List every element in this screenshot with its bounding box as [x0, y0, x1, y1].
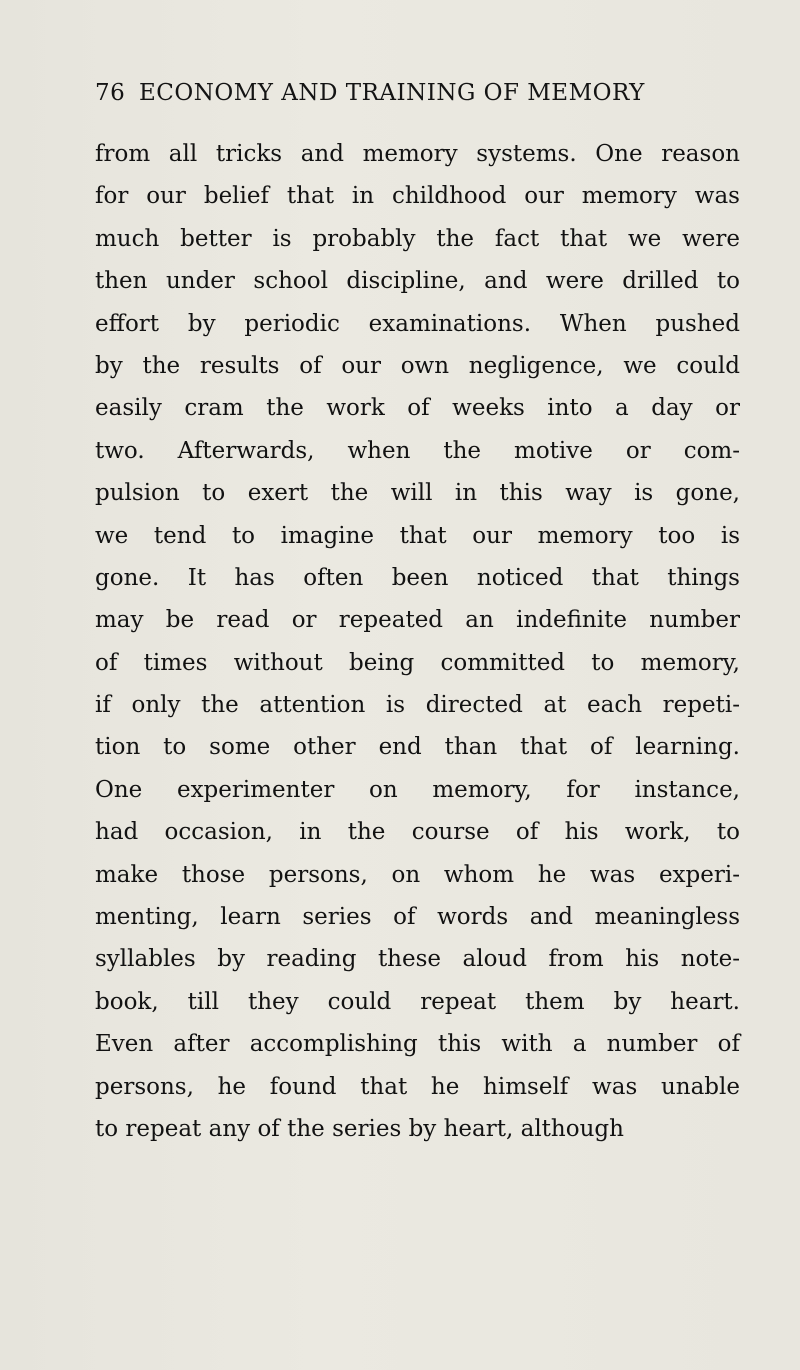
text-line: to repeat any of the series by heart, although [95, 1115, 624, 1142]
text-line: menting, learn series of words and meaningless [95, 904, 740, 931]
text-line: for our belief that in childhood our memory was [95, 183, 740, 210]
text-line: pulsion to exert the will in this way is gone, [95, 480, 740, 507]
text-line: gone. It has often been noticed that things [95, 564, 740, 591]
body-text [95, 133, 740, 1150]
text-line: much better is probably the fact that we were [95, 225, 740, 252]
running-head-title: ECONOMY AND TRAINING OF MEMORY [139, 80, 645, 106]
text-line: tion to some other end than that of learning. [95, 734, 740, 761]
text-line: syllables by reading these aloud from his note- [95, 946, 740, 973]
text-line: then under school discipline, and were drilled to [95, 268, 740, 295]
text-line: book, till they could repeat them by heart. [95, 988, 740, 1015]
text-line: two. Afterwards, when the motive or com- [95, 437, 740, 464]
text-line: One experimenter on memory, for instance, [95, 776, 740, 803]
text-line: easily cram the work of weeks into a day or [95, 395, 740, 422]
text-line: had occasion, in the course of his work, to [95, 819, 740, 846]
text-line: of times without being committed to memory, [95, 649, 740, 676]
text-line: make those persons, on whom he was experi- [95, 861, 740, 888]
text-line: Even after accomplishing this with a number of [95, 1031, 740, 1058]
running-head [95, 80, 735, 120]
page-number: 76 [95, 80, 126, 106]
text-line: effort by periodic examinations. When pushed [95, 310, 740, 337]
text-line: if only the attention is directed at each repeti- [95, 692, 740, 719]
text-line: persons, he found that he himself was unable [95, 1073, 740, 1100]
text-line: may be read or repeated an indefinite number [95, 607, 740, 634]
text-line: from all tricks and memory systems. One reason [95, 141, 740, 167]
text-line: we tend to imagine that our memory too is [95, 522, 740, 549]
text-line: by the results of our own negligence, we could [95, 352, 740, 379]
